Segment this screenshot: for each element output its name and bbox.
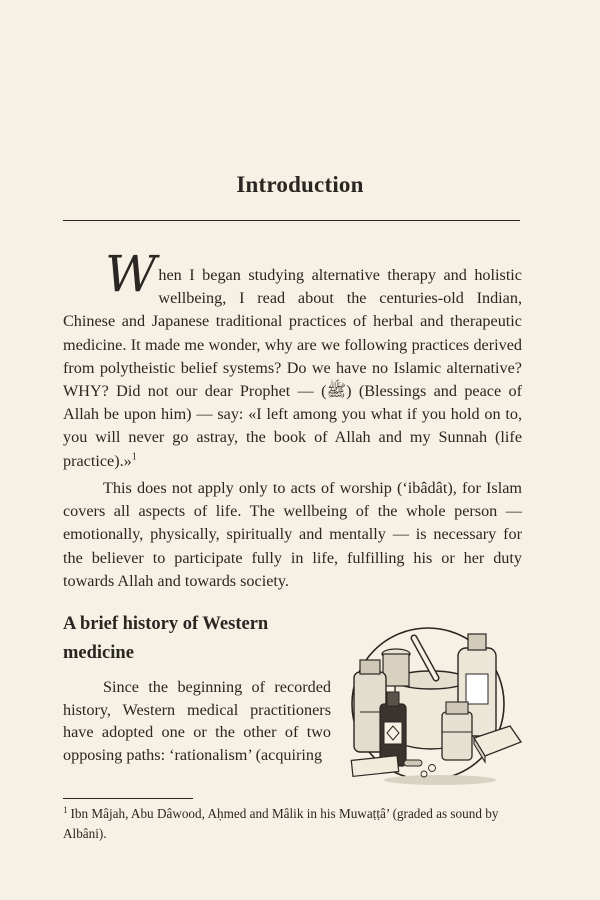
section-heading: A brief history of Western medicine <box>63 614 269 663</box>
intro-paragraph-1 <box>63 245 522 473</box>
drop-cap: W <box>105 245 157 303</box>
page-title: Introduction <box>236 172 364 197</box>
footnote <box>63 804 523 844</box>
paragraph-1-text: hen I began studying alternative therapy and holistic wellbeing, I read about the centuries-old Indian, Chinese and Japanese traditional practices of herbal and therapeutic medicine. It made me wonder, why are we following practices derived from polytheistic belief systems? Do we have no Islamic alternative? WHY? Did not our dear Prophet — (ﷺ) (Blessings and peace of Allah be upon him) — say: «I left among you what if you hold on to, you will never go astray, the book of Allah and my Sunnah (life practice).» <box>63 266 522 470</box>
footnote-reference: 1 <box>131 451 137 463</box>
footnote-text: Ibn Mâjah, Abu Dâwood, Aḥmed and Mâlik in his Muwaṭṭâ’ (graded as sound by Albâni). <box>63 806 499 841</box>
history-paragraph: Since the beginning of recorded history, Western medical practitioners have adopted one or the other of two opposing paths: ‘rationalism’ (acquiring <box>63 678 331 764</box>
footnote-number: 1 <box>63 804 68 815</box>
intro-paragraph-2: This does not apply only to acts of worship (‘ibâdât), for Islam covers all aspects of life. The wellbeing of the whole person — emotionally, physically, spiritually and mentally — is necessary for the believer to participate fully in life, fulfilling his or her duty towards Allah and towards society. <box>63 479 522 590</box>
footnote-divider <box>63 798 193 799</box>
title-divider <box>63 220 520 221</box>
medicine-bottles-illustration <box>340 612 525 792</box>
